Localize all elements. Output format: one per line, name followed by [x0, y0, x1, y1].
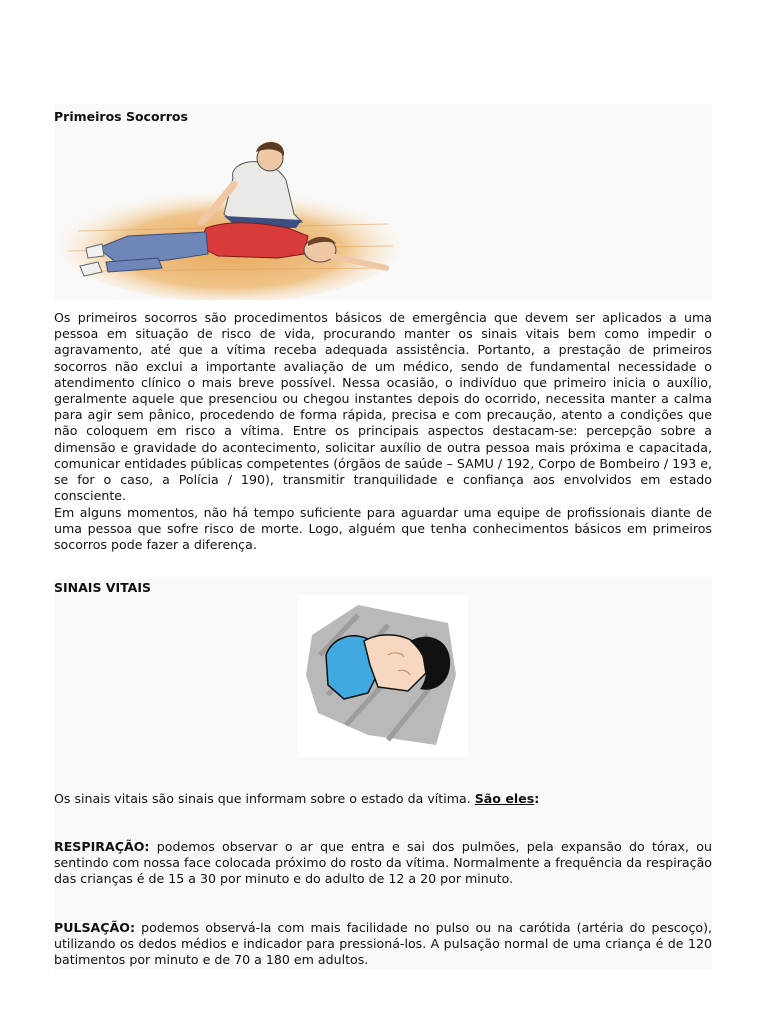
intro-text: Os sinais vitais são sinais que informam sobre o estado da vítima. [54, 791, 475, 806]
importance-paragraph: Em alguns momentos, não há tempo suficiente para aguardar uma equipe de profissionais diante de uma pessoa que sofre risco de morte. Logo, alguém que tenha conhecimentos básicos em primeiros socorros pode fazer a diferença. [54, 505, 712, 553]
respiration-text: podemos observar o ar que entra e sai dos pulmões, pela expansão do tórax, ou sentindo com nossa face colocada próximo do rosto da vítima. Normalmente a frequência da respiração das crianças é de 15 a 30 por minuto e do adulto de 12 a 20 por minuto. [54, 839, 712, 887]
section-title-sinais-vitais: SINAIS VITAIS [54, 580, 152, 595]
sao-eles-link: São eles [474, 791, 535, 806]
person-in-recovery-position-illustration [58, 136, 404, 300]
section-title-primeiros-socorros: Primeiros Socorros [54, 109, 188, 124]
pulse-paragraph [54, 920, 712, 969]
intro-colon: : [534, 791, 540, 806]
head-tilted-airway-illustration [298, 595, 468, 757]
vital-signs-intro [54, 791, 712, 807]
pulse-label: PULSAÇÃO: [54, 920, 136, 935]
pulse-text: podemos observá-la com mais facilidade no pulso ou na carótida (artéria do pescoço), utilizando os dedos médios e indicador para pressioná-los. A pulsação normal de uma criança é de 120 batimentos por minuto e de 70 a 180 em adultos. [54, 920, 712, 968]
respiration-paragraph [54, 839, 712, 888]
respiration-label: RESPIRAÇÃO: [54, 839, 150, 854]
intro-paragraph: Os primeiros socorros são procedimentos básicos de emergência que devem ser aplicados a uma pessoa em situação de risco de vida, procurando manter os sinais vitais bem como impedir o agravamento, até que a vítima receba adequada assistência. Portanto, a prestação de primeiros socorros não exclui a importante avaliação de um médico, sendo de fundamental necessidade o atendimento clínico o mais breve possível. Nessa ocasião, o indivíduo que primeiro inicia o auxílio, geralmente aquele que presenciou ou chegou instantes depois do ocorrido, necessita manter a calma para agir sem pânico, procedendo de forma rápida, precisa e com precaução, atento a condições que não coloquem em risco a vítima. Entre os principais aspectos destacam-se: percepção sobre a dimensão e gravidade do acontecimento, solicitar auxílio de outra pessoa mais próxima e capacitada, comunicar entidades públicas competentes (órgãos de saúde – SAMU / 192, Corpo de Bombeiro / 193 e, se for o caso, a Polícia / 190), transmitir tranquilidade e confiança aos envolvidos em estado consciente. [54, 310, 712, 504]
